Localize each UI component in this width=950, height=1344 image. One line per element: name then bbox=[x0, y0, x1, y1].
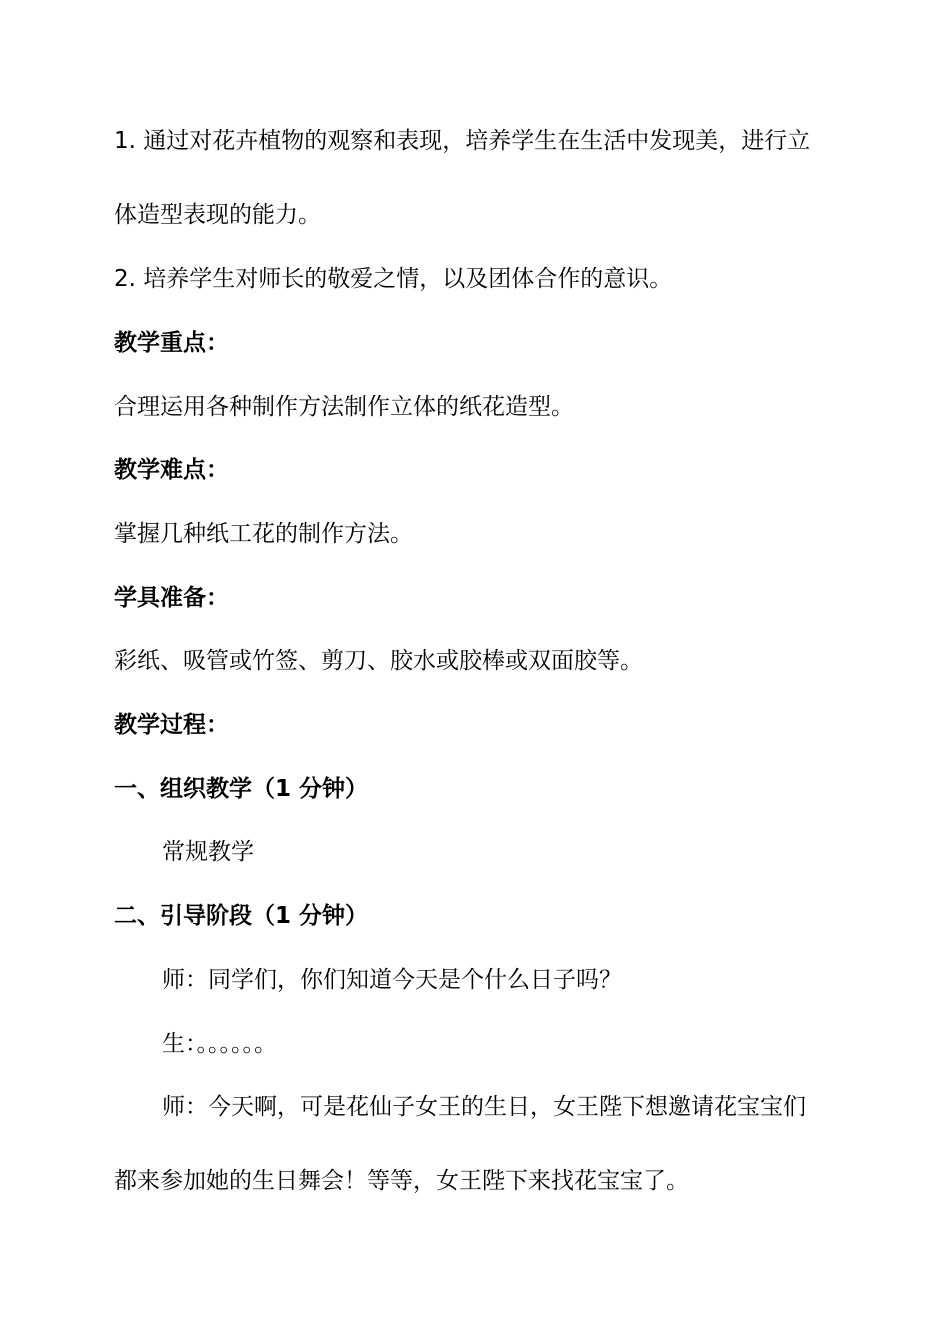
key-point-text: 合理运用各种制作方法制作立体的纸花造型。 bbox=[114, 394, 574, 420]
step-1-text: 常规教学 bbox=[162, 839, 254, 865]
process-heading: 教学过程： bbox=[114, 712, 229, 738]
materials-heading: 学具准备： bbox=[114, 585, 229, 611]
step-1-heading: 一、组织教学（1 分钟） bbox=[114, 776, 369, 802]
difficulty-heading: 教学难点： bbox=[114, 457, 229, 483]
step-2-teacher-line-1: 师：今天啊，可是花仙子女王的生日，女王陛下想邀请花宝宝们 bbox=[162, 1094, 806, 1120]
difficulty-text: 掌握几种纸工花的制作方法。 bbox=[114, 521, 413, 547]
objective-1-line-1: 1. 通过对花卉植物的观察和表现，培养学生在生活中发现美，进行立 bbox=[114, 128, 811, 154]
key-point-heading: 教学重点： bbox=[114, 330, 229, 356]
objective-2: 2. 培养学生对师长的敬爱之情，以及团体合作的意识。 bbox=[114, 266, 673, 292]
materials-text: 彩纸、吸管或竹签、剪刀、胶水或胶棒或双面胶等。 bbox=[114, 648, 643, 674]
step-2-student-reply: 生：。。。。。。 bbox=[162, 1031, 277, 1057]
step-2-teacher-question: 师：同学们，你们知道今天是个什么日子吗？ bbox=[162, 967, 622, 993]
objective-1-line-2: 体造型表现的能力。 bbox=[114, 202, 321, 228]
step-2-heading: 二、引导阶段（1 分钟） bbox=[114, 903, 369, 929]
step-2-teacher-line-2: 都来参加她的生日舞会！等等，女王陛下来找花宝宝了。 bbox=[114, 1168, 689, 1194]
